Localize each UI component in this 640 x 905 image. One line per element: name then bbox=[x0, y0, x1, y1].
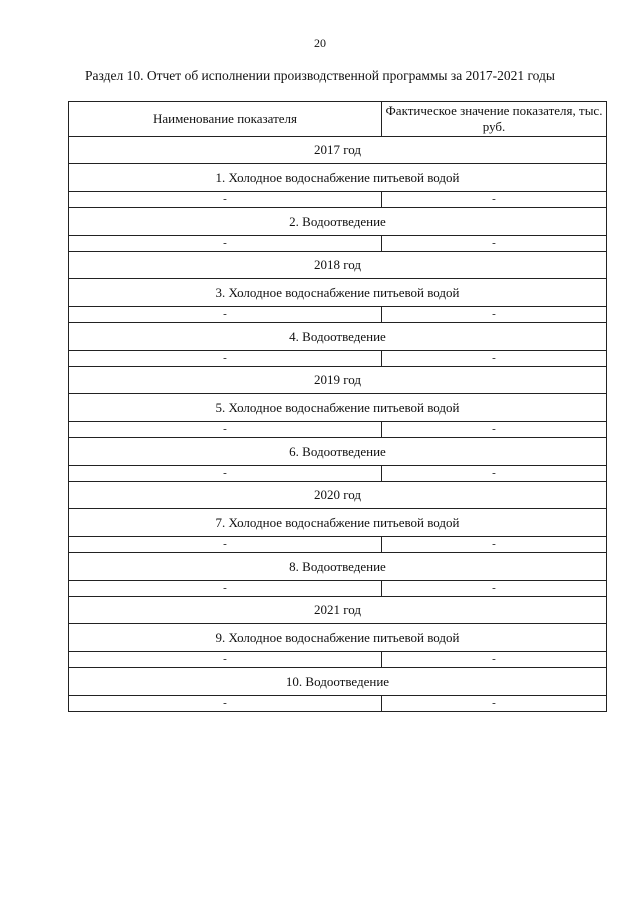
value-cell: - bbox=[382, 537, 607, 553]
value-cell: - bbox=[69, 351, 382, 367]
header-indicator-name: Наименование показателя bbox=[69, 102, 382, 137]
item-label: 1. Холодное водоснабжение питьевой водой bbox=[69, 164, 607, 192]
year-label: 2018 год bbox=[69, 252, 607, 279]
item-label: 4. Водоотведение bbox=[69, 323, 607, 351]
item-row bbox=[69, 668, 607, 696]
item-row bbox=[69, 438, 607, 466]
value-row bbox=[69, 696, 607, 712]
value-cell: - bbox=[69, 652, 382, 668]
header-actual-value: Фактическое значение показателя, тыс. руб. bbox=[382, 102, 607, 137]
item-label: 5. Холодное водоснабжение питьевой водой bbox=[69, 394, 607, 422]
item-row bbox=[69, 164, 607, 192]
value-row bbox=[69, 192, 607, 208]
value-cell: - bbox=[69, 696, 382, 712]
table-header-row bbox=[69, 102, 607, 137]
year-row bbox=[69, 482, 607, 509]
value-row bbox=[69, 307, 607, 323]
item-row bbox=[69, 208, 607, 236]
value-cell: - bbox=[69, 466, 382, 482]
value-cell: - bbox=[69, 307, 382, 323]
item-row bbox=[69, 624, 607, 652]
item-row bbox=[69, 323, 607, 351]
item-label: 8. Водоотведение bbox=[69, 553, 607, 581]
year-label: 2021 год bbox=[69, 597, 607, 624]
value-cell: - bbox=[69, 192, 382, 208]
item-label: 2. Водоотведение bbox=[69, 208, 607, 236]
value-cell: - bbox=[382, 236, 607, 252]
value-cell: - bbox=[382, 192, 607, 208]
value-cell: - bbox=[69, 581, 382, 597]
value-row bbox=[69, 466, 607, 482]
value-cell: - bbox=[69, 236, 382, 252]
value-cell: - bbox=[382, 581, 607, 597]
item-label: 7. Холодное водоснабжение питьевой водой bbox=[69, 509, 607, 537]
item-row bbox=[69, 394, 607, 422]
value-row bbox=[69, 422, 607, 438]
value-cell: - bbox=[382, 307, 607, 323]
item-row bbox=[69, 509, 607, 537]
item-row bbox=[69, 279, 607, 307]
value-cell: - bbox=[382, 422, 607, 438]
value-row bbox=[69, 351, 607, 367]
item-label: 3. Холодное водоснабжение питьевой водой bbox=[69, 279, 607, 307]
value-row bbox=[69, 652, 607, 668]
value-cell: - bbox=[382, 466, 607, 482]
value-row bbox=[69, 236, 607, 252]
value-row bbox=[69, 537, 607, 553]
page-number: 20 bbox=[314, 36, 326, 50]
value-cell: - bbox=[382, 696, 607, 712]
value-cell: - bbox=[382, 351, 607, 367]
year-row bbox=[69, 367, 607, 394]
year-label: 2019 год bbox=[69, 367, 607, 394]
item-row bbox=[69, 553, 607, 581]
value-cell: - bbox=[69, 422, 382, 438]
value-cell: - bbox=[382, 652, 607, 668]
item-label: 6. Водоотведение bbox=[69, 438, 607, 466]
year-label: 2020 год bbox=[69, 482, 607, 509]
report-table bbox=[68, 101, 607, 712]
section-title: Раздел 10. Отчет об исполнении производственной программы за 2017-2021 годы bbox=[85, 68, 555, 83]
value-cell: - bbox=[69, 537, 382, 553]
year-row bbox=[69, 137, 607, 164]
year-row bbox=[69, 252, 607, 279]
item-label: 9. Холодное водоснабжение питьевой водой bbox=[69, 624, 607, 652]
item-label: 10. Водоотведение bbox=[69, 668, 607, 696]
value-row bbox=[69, 581, 607, 597]
year-row bbox=[69, 597, 607, 624]
year-label: 2017 год bbox=[69, 137, 607, 164]
